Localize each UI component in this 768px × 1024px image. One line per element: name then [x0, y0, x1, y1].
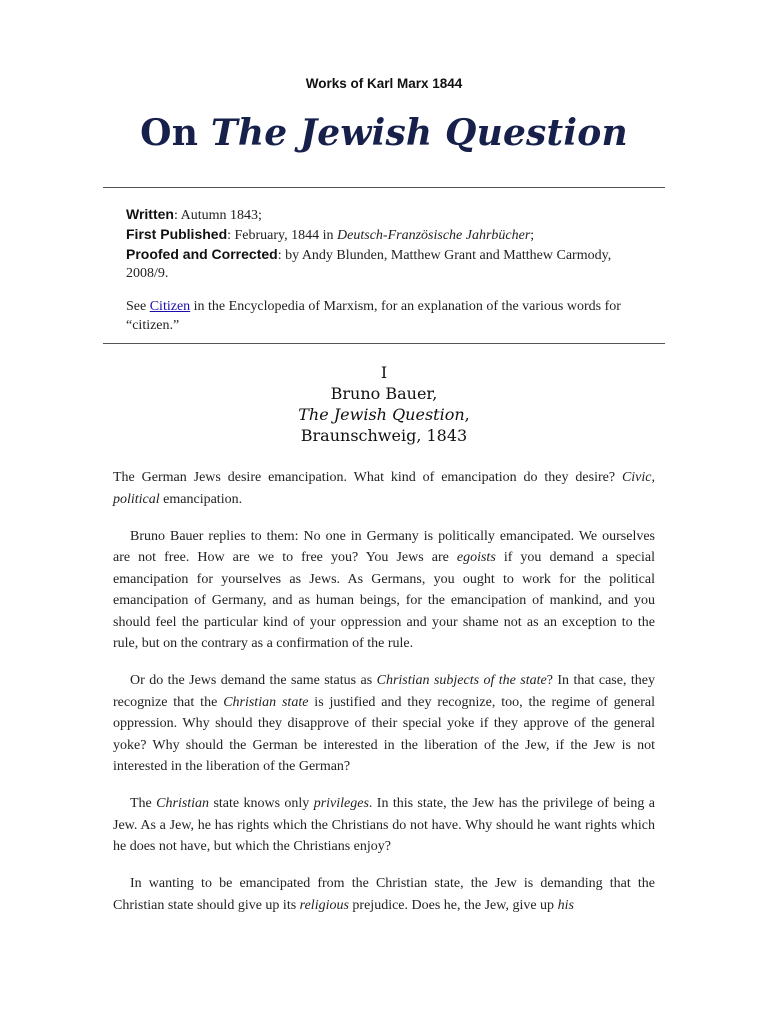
p4-text-c: . In this state, the Jew has the privilege of being a Jew. As a Jew, he has rights which the Christians do not have. Why should he want rights which he does not have, but which the Christians enjoy?	[113, 796, 655, 854]
metadata-block	[126, 205, 646, 335]
top-divider	[103, 187, 665, 188]
proofed-label: Proofed and Corrected	[126, 246, 278, 262]
p5-italic-religious: religious	[299, 897, 349, 913]
page-title	[0, 112, 768, 154]
p5-text-a: In wanting to be emancipated from the Christian state, the Jew is demanding that the Christian state should give up its	[113, 876, 655, 913]
bottom-divider	[103, 343, 665, 344]
proofed-line	[126, 245, 646, 283]
citizen-link[interactable]: Citizen	[149, 299, 191, 314]
paragraph-5	[113, 873, 655, 916]
published-label: First Published	[126, 226, 228, 242]
p3-text-a: Or do the Jews demand the same status as	[130, 673, 377, 688]
p3-italic-christian-state: Christian state	[223, 694, 309, 710]
chapter-heading	[0, 362, 768, 446]
p2-text-b: if you demand a special emancipation for yourselves as Jews. As Germans, you ought to work for the political emancipation of Germany, and as human beings, for the emancipation of mankind, and you should feel the particular kind of your oppression and your shame not as an exception to the rule, but on the contrary as a confirmation of the rule.	[113, 550, 655, 651]
written-line	[126, 205, 646, 225]
see-note	[126, 298, 646, 335]
p2-italic-egoists: egoists	[456, 550, 496, 565]
p3-italic-subjects: Christian subjects of the state	[376, 673, 547, 688]
written-value: : Autumn 1843;	[173, 208, 262, 223]
paragraph-2	[113, 526, 655, 655]
p1-text-c: emancipation.	[159, 491, 243, 507]
p1-italic-political: political	[113, 491, 160, 507]
p1-text-a: The German Jews desire emancipation. What kind of emancipation do they desire?	[113, 470, 622, 485]
see-suffix: in the Encyclopedia of Marxism, for an explanation of the various words for “citizen.”	[126, 299, 621, 333]
published-line	[126, 225, 646, 245]
chapter-author: Bruno Bauer,	[330, 384, 438, 403]
paragraph-4	[113, 793, 655, 858]
p3-text-c: is justified and they recognize, too, the regime of general oppression. Why should they disapprove of their special yoke if they approve of the general yoke? Why should the German be interested in the liberation of the Jew, if the Jew is not interested in the liberation of the German?	[113, 694, 655, 774]
chapter-numeral: I	[380, 363, 388, 382]
p3-text-b: ? In that case, they recognize that the	[113, 673, 655, 710]
paragraph-1	[113, 467, 655, 510]
published-end: ;	[530, 228, 535, 243]
proofed-value: : by Andy Blunden, Matthew Grant and Matthew Carmody, 2008/9.	[126, 248, 612, 281]
written-label: Written	[126, 206, 174, 222]
body-text	[113, 467, 655, 932]
p4-text-a: The	[130, 796, 157, 811]
p2-text-a: Bruno Bauer replies to them: No one in Germany is politically emancipated. We ourselves are not free. How are we to free you? You Jews are	[113, 528, 655, 565]
chapter-work-comma: ,	[464, 405, 470, 424]
title-italic: The Jewish Question	[210, 112, 628, 154]
published-journal: Deutsch-Französische Jahrbücher	[337, 228, 531, 243]
chapter-work	[0, 404, 768, 425]
p5-italic-his: his	[557, 897, 574, 913]
paragraph-3	[113, 670, 655, 778]
title-plain: On	[140, 112, 211, 154]
p4-italic-privileges: privileges	[313, 796, 369, 811]
p1-italic-civic: Civic,	[621, 470, 655, 485]
p5-text-b: prejudice. Does he, the Jew, give up	[348, 897, 558, 913]
chapter-work-title: The Jewish Question	[298, 405, 465, 424]
published-value: : February, 1844 in	[227, 228, 338, 243]
chapter-place: Braunschweig, 1843	[300, 426, 468, 445]
see-prefix: See	[126, 299, 150, 314]
page-header: Works of Karl Marx 1844	[305, 76, 463, 91]
p4-text-b: state knows only	[209, 796, 314, 811]
p4-italic-christian: Christian	[156, 796, 210, 811]
